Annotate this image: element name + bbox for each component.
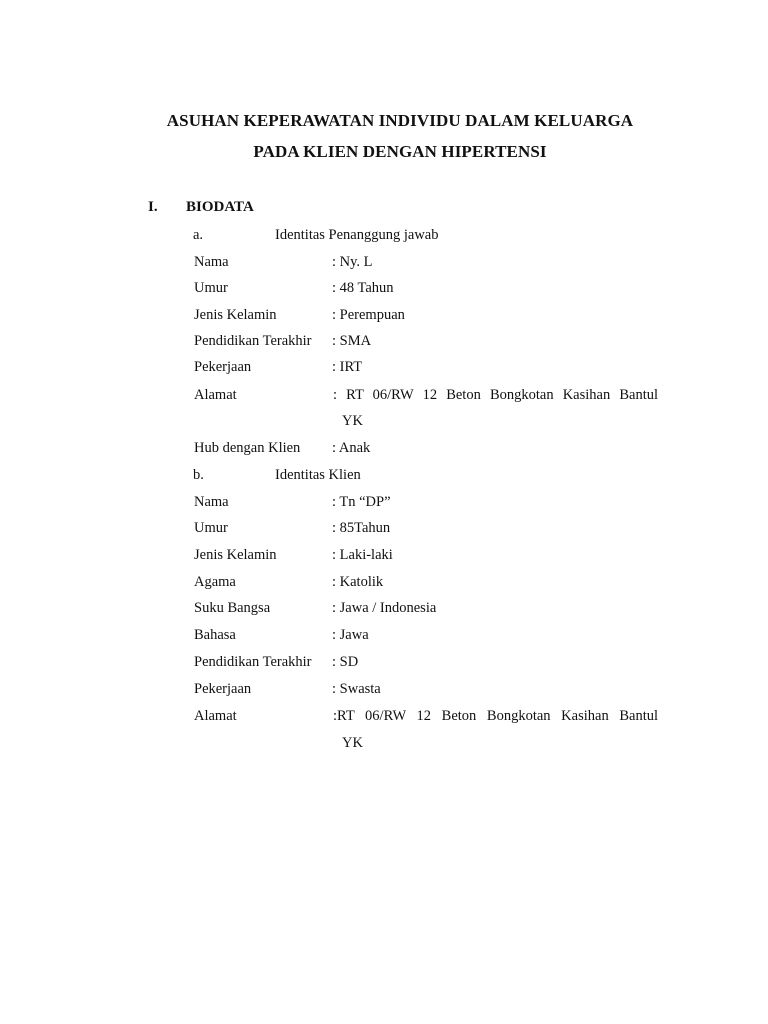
field-value: : Ny. L [332,254,373,270]
subsection-b-letter: b. [193,467,204,483]
field-value: : Jawa [332,627,369,643]
field-label: Alamat [194,708,237,724]
field-value: : Laki-laki [332,547,393,563]
field-label: Bahasa [194,627,236,643]
field-label: Nama [194,494,229,510]
field-label: Jenis Kelamin [194,307,277,323]
subsection-b-title: Identitas Klien [275,467,361,483]
field-value: : Jawa / Indonesia [332,600,437,616]
field-value: : Anak [332,440,371,456]
section-title: BIODATA [186,199,254,215]
field-label: Umur [194,280,228,296]
field-value: : Katolik [332,574,384,590]
field-label: Umur [194,520,228,536]
section-number: I. [148,199,158,215]
subsection-a-letter: a. [193,227,204,243]
field-value: : Swasta [332,681,381,697]
document-title-line-2: PADA KLIEN DENGAN HIPERTENSI [253,142,547,161]
field-value-continuation: YK [342,735,363,751]
field-label: Pendidikan Terakhir [194,654,312,670]
field-label: Pendidikan Terakhir [194,333,312,349]
document-title-line-1: ASUHAN KEPERAWATAN INDIVIDU DALAM KELUARGA [166,111,634,130]
field-value: : Tn “DP” [332,494,391,510]
field-value-continuation: YK [342,413,363,429]
field-value: : 48 Tahun [332,280,394,296]
field-value: : IRT [332,359,363,375]
field-value: : Perempuan [332,307,405,323]
subsection-a-title: Identitas Penanggung jawab [275,227,439,243]
field-label: Agama [194,574,236,590]
field-label: Nama [194,254,229,270]
field-value: :RT 06/RW 12 Beton Bongkotan Kasihan Bantul [333,708,658,724]
field-label: Jenis Kelamin [194,547,277,563]
field-label: Hub dengan Klien [194,440,301,456]
field-value: : RT 06/RW 12 Beton Bongkotan Kasihan Bantul [333,387,658,403]
field-value: : 85Tahun [332,520,391,536]
field-label: Pekerjaan [194,359,252,375]
field-label: Alamat [194,387,237,403]
field-value: : SMA [332,333,372,349]
field-label: Pekerjaan [194,681,252,697]
field-label: Suku Bangsa [194,600,271,616]
field-value: : SD [332,654,359,670]
